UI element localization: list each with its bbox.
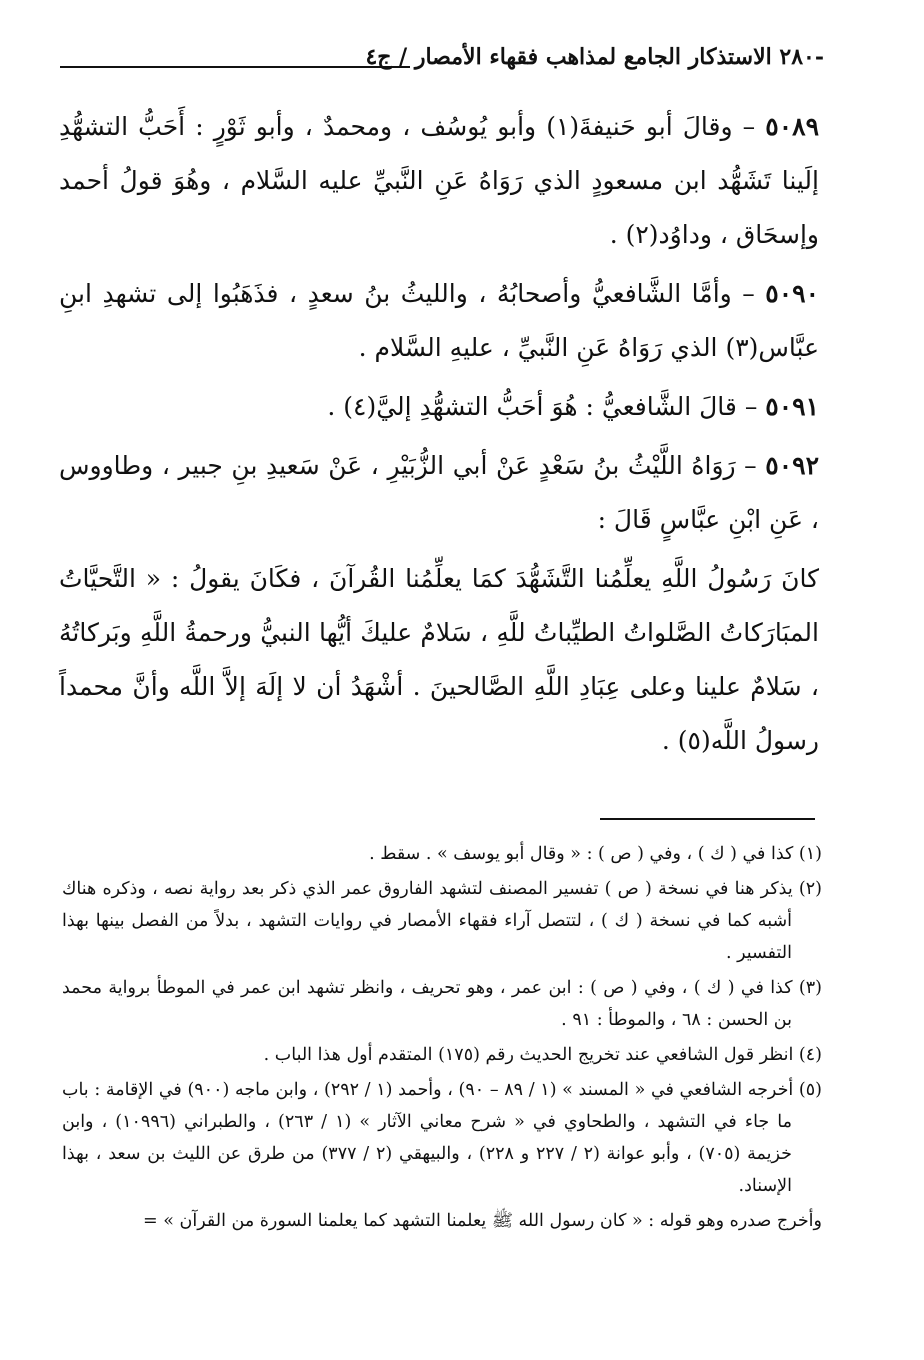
footnote-3: (٣) كذا في ( ك ) ، وفي ( ص ) : ابن عمر ، وهو تحريف ، وانظر تشهد ابن عمر في الموطأ برواية محمد بن الحسن : ٦٨ ، والموطأ : ٩١ . bbox=[62, 978, 822, 1030]
main-text bbox=[59, 100, 819, 773]
footnote-rule bbox=[600, 818, 815, 820]
footnote-1: (١) كذا في ( ك ) ، وفي ( ص ) : « وقال أبو يوسف » . سقط . bbox=[369, 844, 822, 864]
footnote-5-continuation: وأخرج صدره وهو قوله : « كان رسول الله ﷺ يعلمنا التشهد كما يعلمنا السورة من القرآن » = bbox=[143, 1211, 822, 1231]
footnote-4: (٤) انظر قول الشافعي عند تخريج الحديث رقم (١٧٥) المتقدم أول هذا الباب . bbox=[263, 1045, 822, 1065]
paragraph-text: كانَ رَسُولُ اللَّهِ يعلِّمُنا التَّشَهُّدَ كمَا يعلِّمُنا القُرآنَ ، فكَانَ يقولُ : « التَّحيَّاتُ المبَارَكاتُ الصَّلواتُ الطيِّباتُ للَّهِ ، سَلامٌ عليكَ أيُّها النبيُّ ورحمةُ اللَّهِ وبَركاتُهُ ، سَلامٌ علينا وعلى عِبَادِ اللَّهِ الصَّالحينَ . أشْهَدُ أن لا إلَهَ إلاَّ اللَّه وأنَّ محمداً رسولُ اللَّه(٥) . bbox=[59, 564, 819, 755]
paragraph-text: – رَوَاهُ اللَّيْثُ بنُ سَعْدٍ عَنْ أبي الزُّبَيْرِ ، عَنْ سَعيدِ بنِ جبير ، وطاووس ، عَنِ ابْنِ عبَّاسٍ قَالَ : bbox=[59, 451, 819, 534]
paragraph-number: ٥٠٨٩ bbox=[765, 112, 819, 141]
paragraph-5092 bbox=[59, 439, 819, 547]
footnotes bbox=[62, 838, 822, 1240]
paragraph-5090 bbox=[59, 267, 819, 375]
footnote-2: (٢) يذكر هنا في نسخة ( ص ) تفسير المصنف لتشهد الفاروق عمر الذي ذكر بعد رواية نصه ، وذكره هناك أشبه كما في نسخة ( ك ) ، لتتصل آراء فقهاء الأمصار في روايات التشهد ، بدلاً من الفصل بينها بهذا التفسير . bbox=[62, 879, 822, 963]
paragraph-text: – وقالَ أبو حَنيفةَ(١) وأبو يُوسُف ، ومحمدٌ ، وأبو ثَوْرٍ : أَحَبُّ التشهُّدِ إلَينا تَشَهُّد ابن مسعودٍ الذي رَوَاهُ عَنِ النَّبيِّ عليه السَّلام ، وهُوَ قولُ أحمد وإسحَاق ، وداوُد(٢) . bbox=[59, 112, 819, 249]
paragraph-number: ٥٠٩٠ bbox=[765, 279, 819, 308]
running-head: -٢٨٠ الاستذكار الجامع لمذاهب فقهاء الأمصار / ج٤ bbox=[365, 44, 824, 70]
header-rule bbox=[60, 66, 410, 68]
paragraph-5091 bbox=[59, 380, 819, 434]
paragraph-text: – قالَ الشَّافعيُّ : هُوَ أحَبُّ التشهُّدِ إليَّ(٤) . bbox=[327, 392, 758, 421]
paragraph-text: – وأمَّا الشَّافعيُّ وأصحابُهُ ، والليثُ بنُ سعدٍ ، فذَهَبُوا إلى تشهدِ ابنِ عبَّاس(٣) الذي رَوَاهُ عَنِ النَّبيِّ ، عليهِ السَّلام . bbox=[59, 279, 819, 362]
paragraph-number: ٥٠٩٢ bbox=[765, 451, 819, 480]
hadith-quote bbox=[59, 552, 819, 768]
footnote-5: (٥) أخرجه الشافعي في « المسند » (١ / ٨٩ – ٩٠) ، وأحمد (١ / ٢٩٢) ، وابن ماجه (٩٠٠) في الإقامة : باب ما جاء في التشهد ، والطحاوي في « شرح معاني الآثار » (١ / ٢٦٣) ، والطبراني (١٠٩٩٦) ، وابن خزيمة (٧٠٥) ، وأبو عوانة (٢ / ٢٢٧ و ٢٢٨) ، والبيهقي (٢ / ٣٧٧) من طرق عن الليث بن سعد ، بهذا الإسناد. bbox=[62, 1080, 822, 1196]
paragraph-5089 bbox=[59, 100, 819, 262]
paragraph-number: ٥٠٩١ bbox=[765, 392, 819, 421]
